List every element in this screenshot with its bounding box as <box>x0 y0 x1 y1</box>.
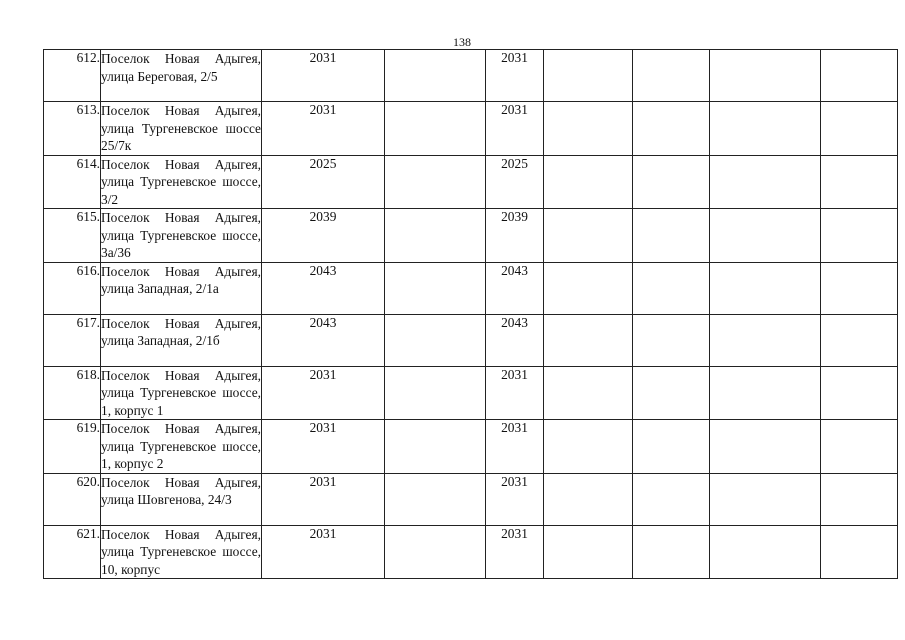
empty-cell <box>633 420 710 474</box>
year-cell: 2043 <box>262 262 385 314</box>
empty-cell <box>544 420 633 474</box>
empty-cell <box>821 155 898 209</box>
housing-registry-table <box>43 49 898 579</box>
year-cell: 2031 <box>262 102 385 156</box>
year-cell: 2031 <box>262 366 385 420</box>
empty-cell <box>544 209 633 263</box>
empty-cell <box>710 102 821 156</box>
address-cell: Поселок Новая Адыгея, улица Тургеневское шоссе, 3а/36 <box>101 210 261 260</box>
year-cell: 2043 <box>262 314 385 366</box>
empty-cell <box>385 314 486 366</box>
table-row <box>44 314 898 366</box>
year-cell: 2039 <box>262 209 385 263</box>
row-number-cell: 617. <box>44 314 101 366</box>
empty-cell <box>633 366 710 420</box>
row-number-cell: 621. <box>44 525 101 579</box>
empty-cell <box>385 473 486 525</box>
row-number-cell: 620. <box>44 473 101 525</box>
row-number-cell: 619. <box>44 420 101 474</box>
address-cell: Поселок Новая Адыгея, улица Тургеневское шоссе, 3/2 <box>101 156 261 207</box>
empty-cell <box>385 155 486 209</box>
year-cell: 2031 <box>262 473 385 525</box>
year-cell: 2031 <box>262 420 385 474</box>
year-cell: 2039 <box>486 209 544 263</box>
row-number-cell: 616. <box>44 262 101 314</box>
empty-cell <box>633 102 710 156</box>
table-row <box>44 262 898 314</box>
empty-cell <box>821 366 898 420</box>
year-cell: 2031 <box>486 420 544 474</box>
table-row <box>44 473 898 525</box>
empty-cell <box>710 50 821 102</box>
registry-body <box>44 50 898 579</box>
empty-cell <box>544 473 633 525</box>
table-row <box>44 420 898 474</box>
address-cell: Поселок Новая Адыгея, улица Тургеневское шоссе, 1, корпус 1 <box>101 367 261 418</box>
address-cell: Поселок Новая Адыгея, улица Западная, 2/1а <box>101 262 262 314</box>
address-cell: Поселок Новая Адыгея, улица Шовгенова, 24/3 <box>101 473 262 525</box>
empty-cell <box>544 366 633 420</box>
year-cell: 2043 <box>486 262 544 314</box>
table-row <box>44 525 898 579</box>
empty-cell <box>544 314 633 366</box>
table-row <box>44 155 898 209</box>
year-cell: 2031 <box>486 525 544 579</box>
empty-cell <box>821 314 898 366</box>
row-number-cell: 613. <box>44 102 101 156</box>
empty-cell <box>633 155 710 209</box>
empty-cell <box>633 473 710 525</box>
address-cell: Поселок Новая Адыгея, улица Тургеневское шоссе, 10, корпус <box>101 526 261 577</box>
empty-cell <box>385 525 486 579</box>
empty-cell <box>710 525 821 579</box>
empty-cell <box>710 314 821 366</box>
year-cell: 2031 <box>486 50 544 102</box>
empty-cell <box>385 366 486 420</box>
empty-cell <box>821 50 898 102</box>
year-cell: 2031 <box>486 366 544 420</box>
empty-cell <box>821 102 898 156</box>
year-cell: 2031 <box>486 102 544 156</box>
empty-cell <box>710 262 821 314</box>
empty-cell <box>385 420 486 474</box>
empty-cell <box>821 209 898 263</box>
address-cell: Поселок Новая Адыгея, улица Западная, 2/1б <box>101 314 262 366</box>
table-row <box>44 209 898 263</box>
year-cell: 2025 <box>486 155 544 209</box>
empty-cell <box>633 262 710 314</box>
empty-cell <box>385 50 486 102</box>
year-cell: 2043 <box>486 314 544 366</box>
row-number-cell: 614. <box>44 155 101 209</box>
table-row <box>44 366 898 420</box>
address-cell: Поселок Новая Адыгея, улица Тургеневское шоссе 25/7к <box>101 103 261 153</box>
table-row <box>44 102 898 156</box>
empty-cell <box>633 209 710 263</box>
empty-cell <box>710 420 821 474</box>
address-cell: Поселок Новая Адыгея, улица Береговая, 2/5 <box>101 50 262 102</box>
year-cell: 2031 <box>262 525 385 579</box>
table-row <box>44 50 898 102</box>
empty-cell <box>710 473 821 525</box>
year-cell: 2031 <box>486 473 544 525</box>
row-number-cell: 615. <box>44 209 101 263</box>
empty-cell <box>544 525 633 579</box>
year-cell: 2025 <box>262 155 385 209</box>
empty-cell <box>385 102 486 156</box>
empty-cell <box>821 473 898 525</box>
empty-cell <box>821 262 898 314</box>
empty-cell <box>710 155 821 209</box>
row-number-cell: 618. <box>44 366 101 420</box>
empty-cell <box>544 262 633 314</box>
row-number-cell: 612. <box>44 50 101 102</box>
empty-cell <box>821 525 898 579</box>
empty-cell <box>710 209 821 263</box>
page-number: 138 <box>453 35 471 49</box>
empty-cell <box>544 102 633 156</box>
year-cell: 2031 <box>262 50 385 102</box>
empty-cell <box>633 314 710 366</box>
empty-cell <box>544 155 633 209</box>
empty-cell <box>633 50 710 102</box>
empty-cell <box>633 525 710 579</box>
empty-cell <box>710 366 821 420</box>
address-cell: Поселок Новая Адыгея, улица Тургеневское шоссе, 1, корпус 2 <box>101 421 261 471</box>
empty-cell <box>821 420 898 474</box>
empty-cell <box>385 262 486 314</box>
empty-cell <box>385 209 486 263</box>
empty-cell <box>544 50 633 102</box>
